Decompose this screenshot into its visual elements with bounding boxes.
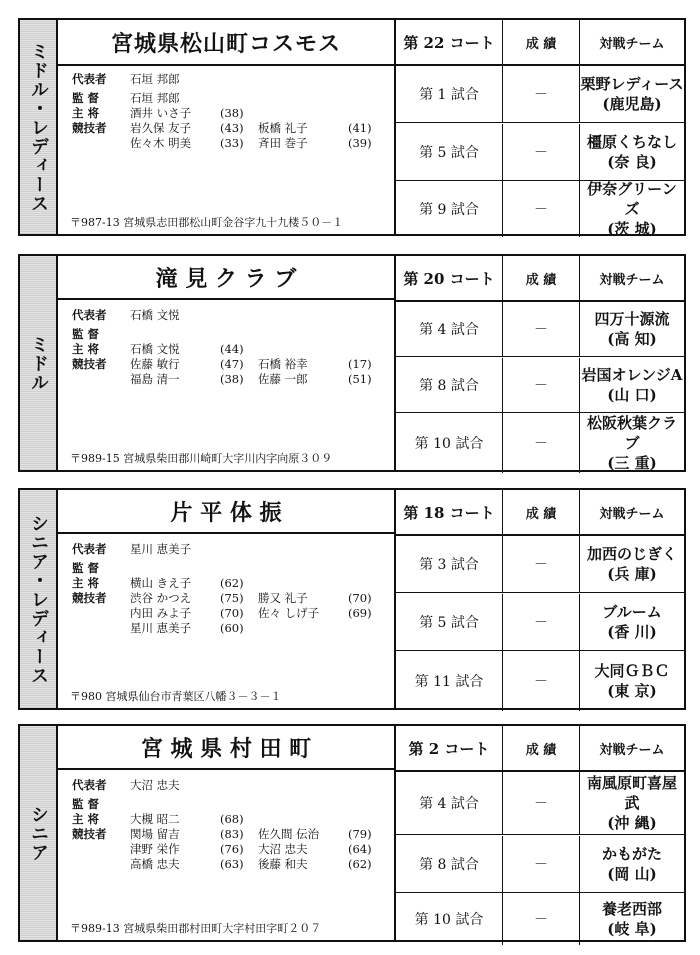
- roster-row: [72, 121, 386, 136]
- opponent-team: [580, 181, 684, 237]
- division-text: ミドル・レディース: [28, 41, 49, 213]
- roster-row: [72, 812, 386, 827]
- roster-row: [72, 72, 386, 87]
- match-result: －: [503, 124, 580, 180]
- member-name: 佐藤 敏行: [130, 357, 180, 371]
- opponent-team: [580, 413, 684, 473]
- match-result: －: [503, 358, 580, 412]
- member-age: (38): [220, 372, 244, 386]
- roster-row: [72, 827, 386, 842]
- team-info: [58, 726, 396, 940]
- match-header: [396, 20, 684, 66]
- member-name: 渋谷 かつえ: [130, 591, 192, 605]
- role-label: 代表者: [72, 308, 107, 322]
- member-name: 大沼 忠夫: [258, 842, 308, 856]
- roster-row: [72, 357, 386, 372]
- member-age: (69): [348, 606, 372, 620]
- opponent-name: 加西のじぎく: [586, 545, 677, 563]
- opponent-name: ブルーム: [602, 602, 662, 621]
- role-label: 主 将: [72, 106, 100, 120]
- roster-row: [72, 778, 386, 793]
- opponent-name: 岩国オレンジA: [581, 365, 683, 384]
- match-number: 第 4 試合: [396, 772, 503, 834]
- member-name: 石橋 裕幸: [258, 357, 308, 371]
- match-number: 第 8 試合: [396, 836, 503, 892]
- match-result: －: [503, 181, 580, 237]
- role-label: 主 将: [72, 342, 100, 356]
- role-label: 監 督: [72, 561, 100, 575]
- role-label: 競技者: [72, 591, 107, 605]
- division-label: [20, 490, 58, 708]
- match-row: [396, 893, 684, 945]
- member-age: (47): [220, 357, 244, 371]
- match-table: [396, 20, 684, 238]
- match-number: 第 5 試合: [396, 124, 503, 180]
- division-label: [20, 256, 58, 470]
- member-name: 石橋 文悦: [130, 308, 180, 322]
- member-name: 石垣 邦郎: [130, 91, 180, 105]
- match-number: 第 11 試合: [396, 651, 503, 711]
- opponent-prefecture: (三 重): [607, 454, 657, 472]
- member-age: (79): [348, 827, 372, 841]
- opponent-name: 伊奈グリーンズ: [587, 180, 677, 218]
- opponent-name: 橿原くちなし: [586, 132, 677, 151]
- roster-row: [72, 372, 386, 387]
- opponent-prefecture: (高 知): [607, 330, 657, 348]
- opponent-name: 栗野レディース: [580, 75, 684, 93]
- team-card: [18, 724, 686, 942]
- match-table: [396, 256, 684, 470]
- division-label: [20, 20, 58, 234]
- division-text: シニア: [28, 804, 49, 862]
- roster-row: [72, 342, 386, 357]
- role-label: 監 督: [72, 327, 100, 341]
- member-name: 星川 恵美子: [130, 621, 192, 635]
- team-card: [18, 488, 686, 710]
- member-name: 佐々木 明美: [130, 136, 192, 150]
- opponent-name: 南風原町喜屋武: [586, 774, 677, 812]
- opponent-prefecture: (鹿児島): [602, 95, 662, 113]
- member-age: (62): [348, 857, 372, 871]
- opponent-prefecture: (茨 城): [607, 220, 657, 238]
- team-info: [58, 256, 396, 470]
- roster-row: [72, 842, 386, 857]
- member-age: (75): [220, 591, 244, 605]
- member-name: 横山 きえ子: [130, 576, 192, 590]
- opponent-header: 対戦チーム: [599, 272, 665, 288]
- member-age: (76): [220, 842, 244, 856]
- roster-row: [72, 542, 386, 557]
- match-row: [396, 413, 684, 473]
- member-name: 大槻 昭二: [130, 812, 180, 826]
- match-header: [396, 256, 684, 302]
- opponent-prefecture: (東 京): [607, 682, 657, 700]
- match-result: －: [503, 66, 580, 122]
- match-number: 第 3 試合: [396, 536, 503, 592]
- roster-row: [72, 561, 386, 576]
- opponent-prefecture: (香 川): [607, 622, 657, 641]
- court-number: 第 2 コート: [396, 726, 503, 770]
- opponent-team: [580, 772, 684, 834]
- opponent-prefecture: (兵 庫): [607, 565, 657, 583]
- member-name: 福島 清一: [130, 372, 180, 386]
- match-number: 第 10 試合: [396, 893, 503, 945]
- team-info: [58, 490, 396, 708]
- match-row: [396, 302, 684, 357]
- role-label: 主 将: [72, 576, 100, 590]
- member-age: (43): [220, 121, 244, 135]
- match-number: 第 10 試合: [396, 413, 503, 473]
- division-text: ミドル: [28, 334, 49, 392]
- match-row: [396, 594, 684, 651]
- opponent-team: [580, 124, 684, 180]
- member-age: (33): [220, 136, 244, 150]
- role-label: 競技者: [72, 357, 107, 371]
- match-row: [396, 536, 684, 593]
- match-row: [396, 772, 684, 835]
- team-address: 〒989-13 宮城県柴田郡村田町大字村田字町２０７: [70, 922, 322, 935]
- opponent-prefecture: (岡 山): [607, 864, 657, 883]
- role-label: 競技者: [72, 827, 107, 841]
- results-header: 成 績: [503, 256, 580, 300]
- member-name: 高橋 忠夫: [130, 857, 180, 871]
- roster-row: [72, 857, 386, 872]
- member-name: 津野 栄作: [130, 842, 180, 856]
- match-result: －: [503, 651, 580, 711]
- member-name: 勝又 礼子: [258, 591, 308, 605]
- member-age: (44): [220, 342, 244, 356]
- match-result: －: [503, 594, 580, 650]
- match-result: －: [503, 772, 580, 834]
- member-name: 斉田 巻子: [258, 136, 308, 150]
- member-age: (70): [220, 606, 244, 620]
- opponent-team: [580, 893, 684, 945]
- court-number: 第 20 コート: [396, 256, 503, 300]
- role-label: 代表者: [72, 72, 107, 86]
- match-number: 第 1 試合: [396, 66, 503, 122]
- match-number: 第 4 試合: [396, 302, 503, 356]
- match-result: －: [503, 536, 580, 592]
- opponent-team: [580, 651, 684, 711]
- division-text: シニア・レディース: [28, 513, 49, 685]
- member-name: 石垣 邦郎: [130, 72, 180, 86]
- opponent-header: 対戦チーム: [599, 742, 665, 758]
- match-row: [396, 358, 684, 413]
- member-name: 大沼 忠夫: [130, 778, 180, 792]
- opponent-name: 大同ＧＢＣ: [594, 662, 670, 680]
- match-result: －: [503, 893, 580, 945]
- member-name: 佐久間 伝治: [258, 827, 320, 841]
- match-row: [396, 66, 684, 123]
- match-number: 第 9 試合: [396, 181, 503, 237]
- team-name: 宮 城 県 村 田 町: [58, 726, 394, 770]
- role-label: 監 督: [72, 797, 100, 811]
- member-age: (63): [220, 857, 244, 871]
- member-age: (41): [348, 121, 372, 135]
- match-table: [396, 726, 684, 940]
- roster: [72, 72, 386, 151]
- team-name: 宮城県松山町コスモス: [58, 20, 394, 66]
- member-name: 酒井 いさ子: [130, 106, 192, 120]
- roster-row: [72, 606, 386, 621]
- member-age: (70): [348, 591, 372, 605]
- member-age: (60): [220, 621, 244, 635]
- roster: [72, 308, 386, 387]
- member-age: (38): [220, 106, 244, 120]
- role-label: 監 督: [72, 91, 100, 105]
- results-header: 成 績: [503, 726, 580, 770]
- match-row: [396, 836, 684, 893]
- opponent-prefecture: (奈 良): [607, 152, 657, 171]
- team-info: [58, 20, 396, 234]
- team-name: 滝 見 ク ラ ブ: [58, 256, 394, 300]
- match-result: －: [503, 302, 580, 356]
- opponent-header: 対戦チーム: [599, 36, 665, 52]
- opponent-header: 対戦チーム: [599, 506, 665, 522]
- opponent-team: [580, 66, 684, 122]
- court-number: 第 18 コート: [396, 490, 503, 534]
- division-label: [20, 726, 58, 940]
- match-header: [396, 726, 684, 772]
- results-header: 成 績: [503, 490, 580, 534]
- member-age: (83): [220, 827, 244, 841]
- member-name: 関場 留吉: [130, 827, 180, 841]
- team-address: 〒989-15 宮城県柴田郡川崎町大字川内字向原３０９: [70, 452, 333, 465]
- roster-row: [72, 91, 386, 106]
- opponent-name: 養老西部: [601, 900, 662, 918]
- match-row: [396, 181, 684, 237]
- roster-row: [72, 797, 386, 812]
- court-number: 第 22 コート: [396, 20, 503, 64]
- role-label: 競技者: [72, 121, 107, 135]
- member-age: (64): [348, 842, 372, 856]
- match-row: [396, 124, 684, 181]
- role-label: 主 将: [72, 812, 100, 826]
- opponent-team: [580, 302, 684, 356]
- roster: [72, 778, 386, 872]
- match-number: 第 8 試合: [396, 358, 503, 412]
- team-name: 片 平 体 振: [58, 490, 394, 534]
- roster-row: [72, 106, 386, 121]
- match-result: －: [503, 836, 580, 892]
- role-label: 代表者: [72, 542, 107, 556]
- member-age: (17): [348, 357, 372, 371]
- member-name: 佐藤 一郎: [258, 372, 308, 386]
- opponent-team: [580, 594, 684, 650]
- member-name: 佐々 しげ子: [258, 606, 320, 620]
- member-age: (62): [220, 576, 244, 590]
- member-age: (51): [348, 372, 372, 386]
- roster-row: [72, 576, 386, 591]
- role-label: 代表者: [72, 778, 107, 792]
- member-name: 後藤 和夫: [258, 857, 308, 871]
- opponent-name: 松阪秋葉クラブ: [586, 414, 677, 452]
- team-card: [18, 254, 686, 472]
- member-name: 星川 恵美子: [130, 542, 192, 556]
- match-header: [396, 490, 684, 536]
- match-result: －: [503, 413, 580, 473]
- opponent-name: かもがた: [601, 844, 662, 863]
- member-name: 内田 みよ子: [130, 606, 192, 620]
- roster-row: [72, 591, 386, 606]
- roster-row: [72, 621, 386, 636]
- member-name: 岩久保 友子: [130, 121, 192, 135]
- opponent-team: [580, 536, 684, 592]
- roster-row: [72, 136, 386, 151]
- opponent-team: [580, 836, 684, 892]
- match-table: [396, 490, 684, 708]
- opponent-prefecture: (沖 縄): [607, 814, 657, 832]
- opponent-team: [580, 358, 684, 412]
- opponent-prefecture: (山 口): [607, 385, 657, 404]
- match-row: [396, 651, 684, 711]
- opponent-name: 四万十源流: [594, 310, 670, 328]
- roster-row: [72, 308, 386, 323]
- member-name: 石橋 文悦: [130, 342, 180, 356]
- opponent-prefecture: (岐 阜): [607, 920, 657, 938]
- member-name: 板橋 礼子: [258, 121, 308, 135]
- results-header: 成 績: [503, 20, 580, 64]
- member-age: (68): [220, 812, 244, 826]
- roster: [72, 542, 386, 636]
- team-address: 〒987-13 宮城県志田郡松山町金谷字九十九楼５０－１: [70, 216, 344, 229]
- team-card: [18, 18, 686, 236]
- roster-row: [72, 327, 386, 342]
- member-age: (39): [348, 136, 372, 150]
- match-number: 第 5 試合: [396, 594, 503, 650]
- team-address: 〒980 宮城県仙台市青葉区八幡３－３－１: [70, 690, 282, 703]
